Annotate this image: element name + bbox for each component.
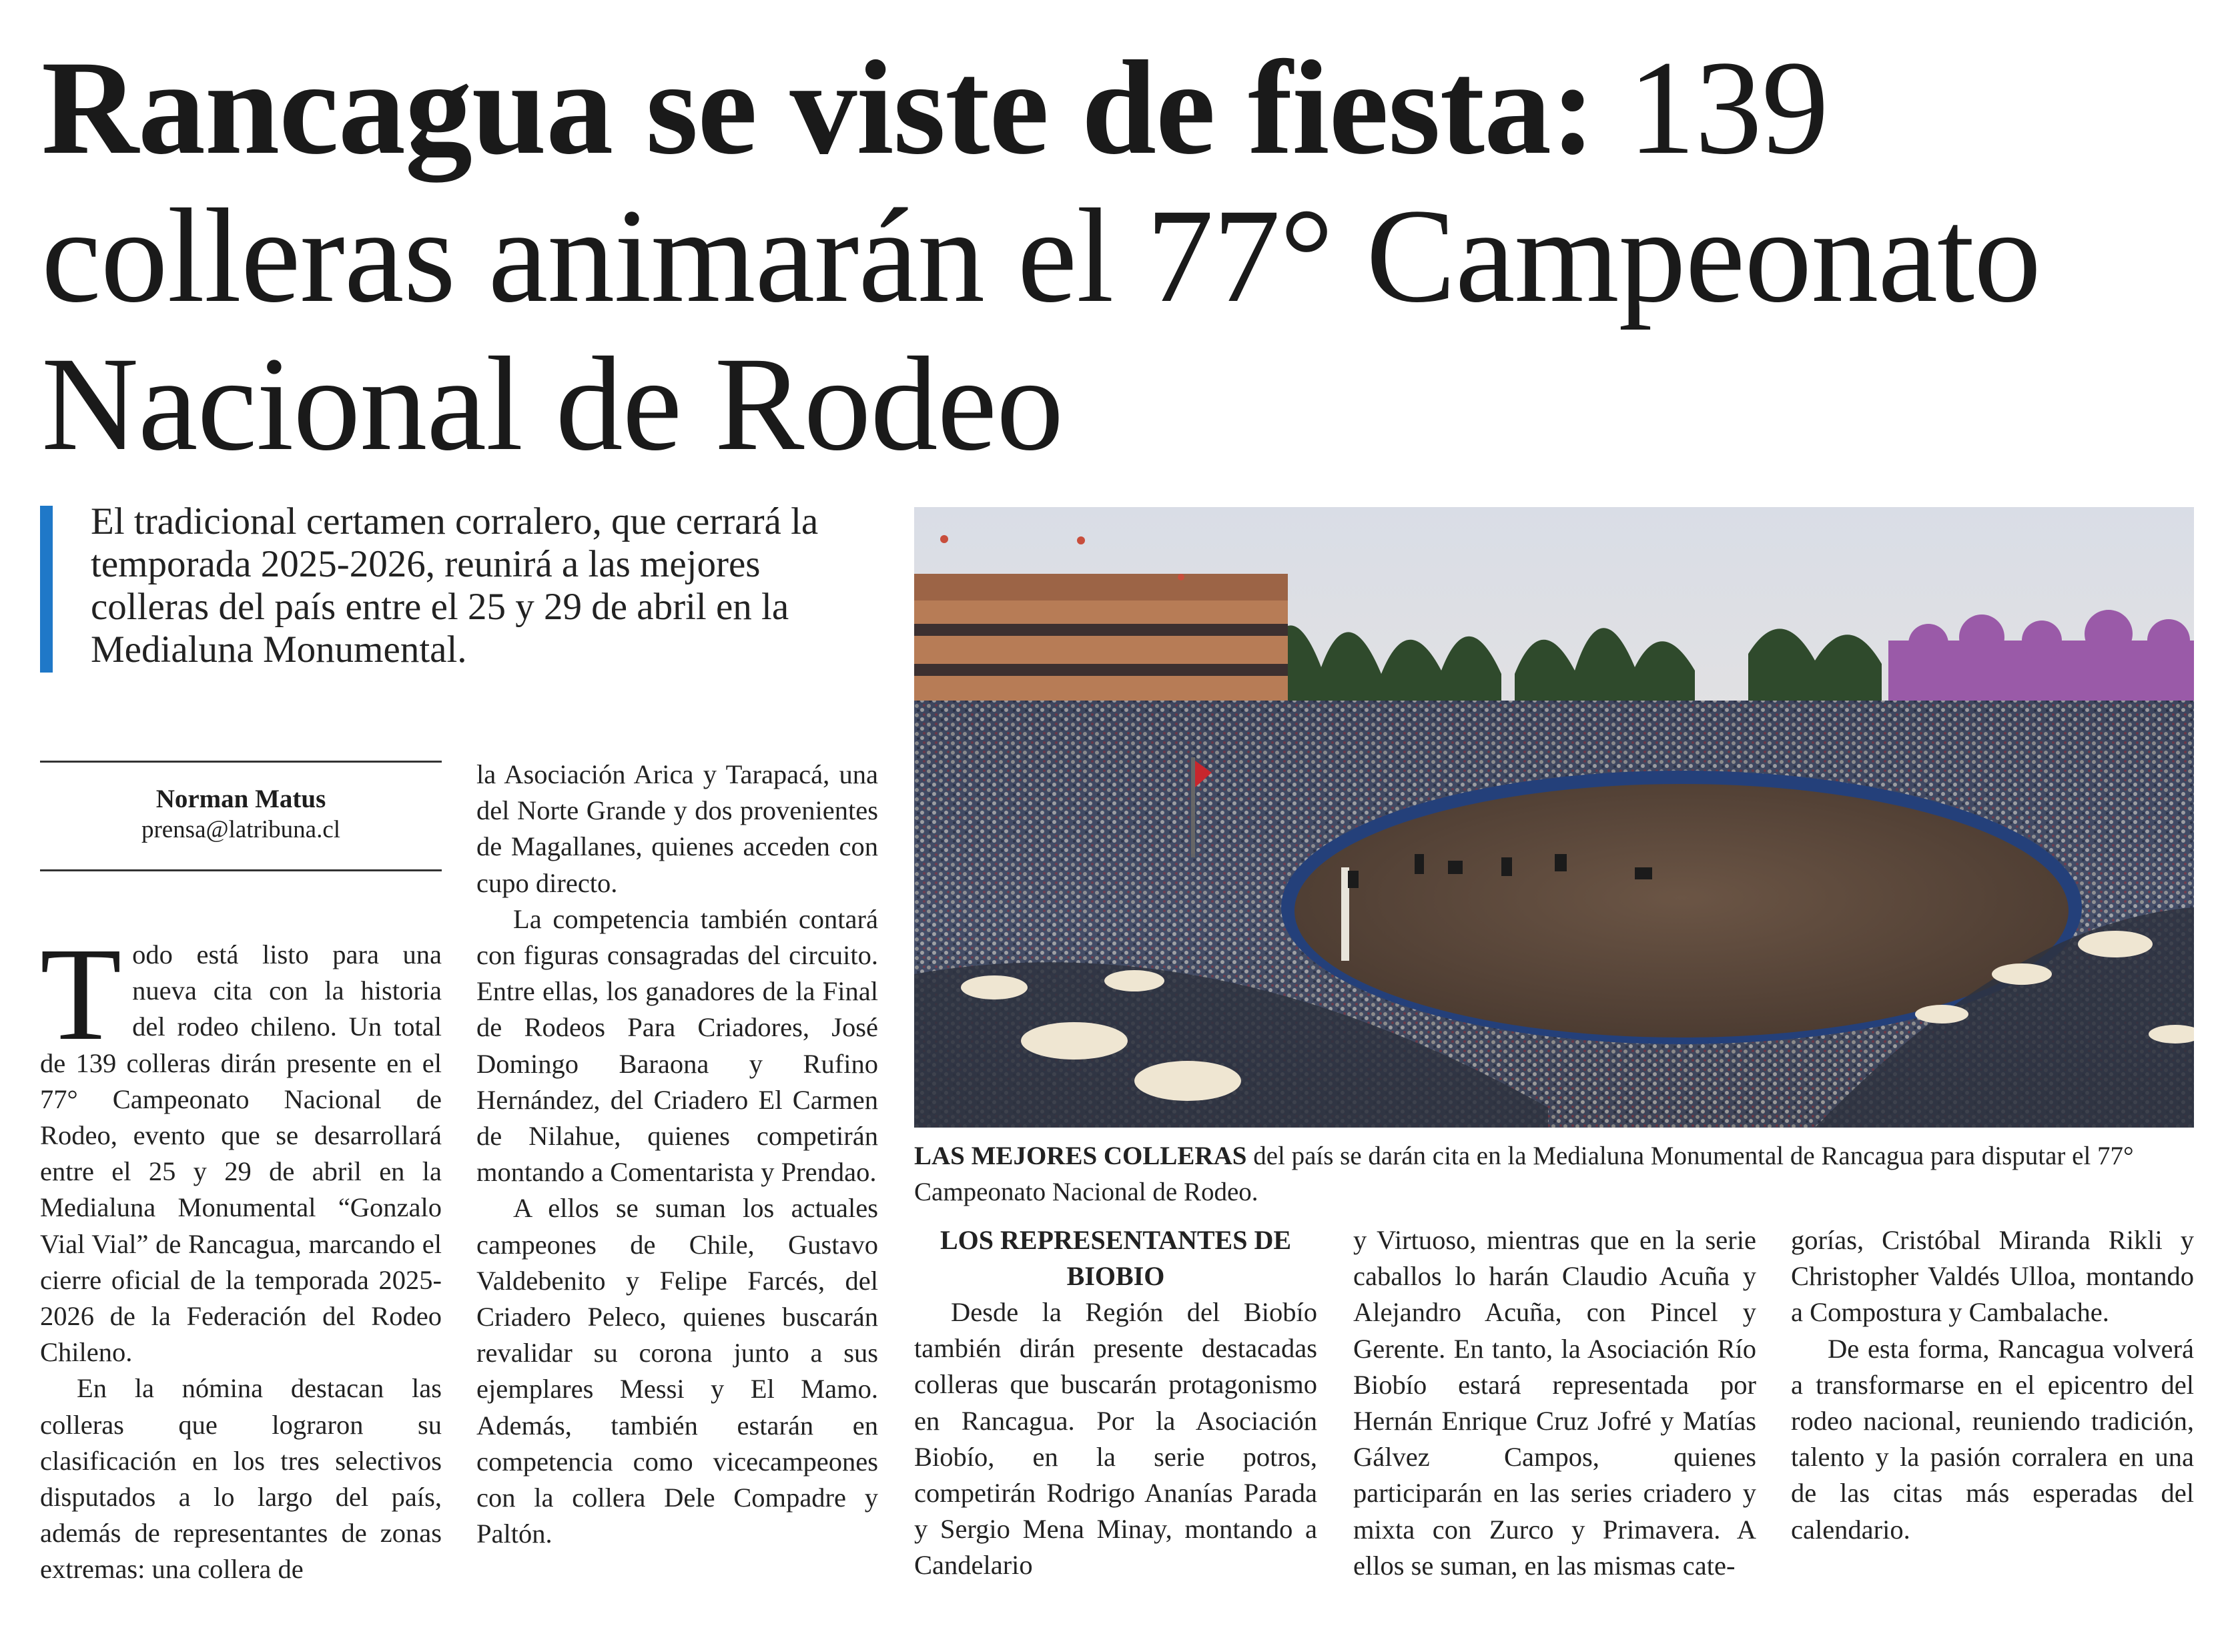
byline-author: Norman Matus <box>155 785 326 813</box>
body-column-5 <box>1791 1222 2194 1548</box>
body-paragraph-1: odo está listo para una nueva cita con la historia del rodeo chileno. Un total de 139 colleras dirán presente en el 77° Campeonato Nacional de Rodeo, evento que se desarrollará entre el 25 y 29 de abril en la Medialuna Monumental “Gonzalo Vial Vial” de Rancagua, marcando el cierre oficial de la temporada 2025-2026 de la Federación del Rodeo Chileno. <box>40 939 442 1368</box>
photo-caption <box>914 1138 2194 1210</box>
headline-rest: 139 colleras animarán el 77° Campeonato Nacional de Rodeo <box>41 33 2041 478</box>
body-paragraph-2a: En la nómina destacan las colleras que lograron su clasificación en los tres selectivos disputados a lo largo del país, además de representantes de zonas extremas: una collera de <box>40 1373 442 1585</box>
body-paragraph-4: A ellos se suman los actuales campeones de Chile, Gustavo Valdebenito y Felipe Farcés, del Criadero Peleco, quienes buscarán revalidar su corona junto a sus ejemplares Messi y El Mamo. Además, también estarán en competencia como vicecampeones con la collera Dele Compadre y Paltón. <box>476 1193 878 1549</box>
byline-email[interactable]: prensa@latribuna.cl <box>141 816 341 843</box>
lead-accent-bar <box>40 506 53 673</box>
body-paragraph-3: La competencia también contará con figuras consagradas del circuito. Entre ellas, los ganadores de la Final de Rodeos Para Criadores, José Domingo Baraona y Rufino Hernández, del Criadero El Carmen de Nilahue, quienes competirán montando a Comentarista y Prendao. <box>476 903 878 1188</box>
body-paragraph-5a: Desde la Región del Biobío también dirán presente destacadas colleras que buscarán protagonismo en Rancagua. Por la Asociación Biobío, en la serie potros, competirán Rodrigo Ananías Parada y Sergio Mena Minay, montando a Candelario <box>914 1297 1317 1581</box>
body-paragraph-6: De esta forma, Rancagua volverá a transformarse en el epicentro del rodeo nacional, reuniendo tradición, talento y la pasión corralera en una de las citas más esperadas del calendario. <box>1791 1333 2194 1545</box>
body-paragraph-2b: la Asociación Arica y Tarapacá, una del Norte Grande y dos provenientes de Magallanes, quienes acceden con cupo directo. <box>476 759 878 898</box>
byline <box>40 761 442 871</box>
section-subhead: LOS REPRESENTANTES DE BIOBIO <box>940 1225 1292 1291</box>
rodeo-arena-photo <box>914 507 2194 1128</box>
headline <box>41 33 2197 478</box>
body-column-3 <box>914 1222 1317 1584</box>
body-column-1 <box>40 921 442 1588</box>
photo-caption-bold: LAS MEJORES COLLERAS <box>914 1142 1247 1170</box>
photo-caption-rest: del país se darán cita en la Medialuna Monumental de Rancagua para disputar el 77° Campeonato Nacional de Rodeo. <box>914 1142 2134 1206</box>
rodeo-arena-illustration <box>914 507 2194 1128</box>
lead-paragraph: El tradicional certamen corralero, que cerrará la temporada 2025-2026, reunirá a las mejores colleras del país entre el 25 y 29 de abril en la Medialuna Monumental. <box>91 500 819 671</box>
body-paragraph-5b: y Virtuoso, mientras que en la serie caballos lo harán Claudio Acuña y Alejandro Acuña, con Pincel y Gerente. En tanto, la Asociación Río Biobío estará representada por Hernán Enrique Cruz Jofré y Matías Gálvez Campos, quienes participarán en las series criadero y mixta con Zurco y Primavera. A ellos se suman, en las mismas cate- <box>1353 1225 1756 1581</box>
body-paragraph-5c: gorías, Cristóbal Miranda Rikli y Christopher Valdés Ulloa, montando a Compostura y Cambalache. <box>1791 1225 2194 1328</box>
headline-bold: Rancagua se viste de fiesta: <box>41 33 1595 182</box>
body-column-2 <box>476 757 878 1552</box>
body-column-4 <box>1353 1222 1756 1584</box>
drop-cap: T <box>40 921 122 1068</box>
